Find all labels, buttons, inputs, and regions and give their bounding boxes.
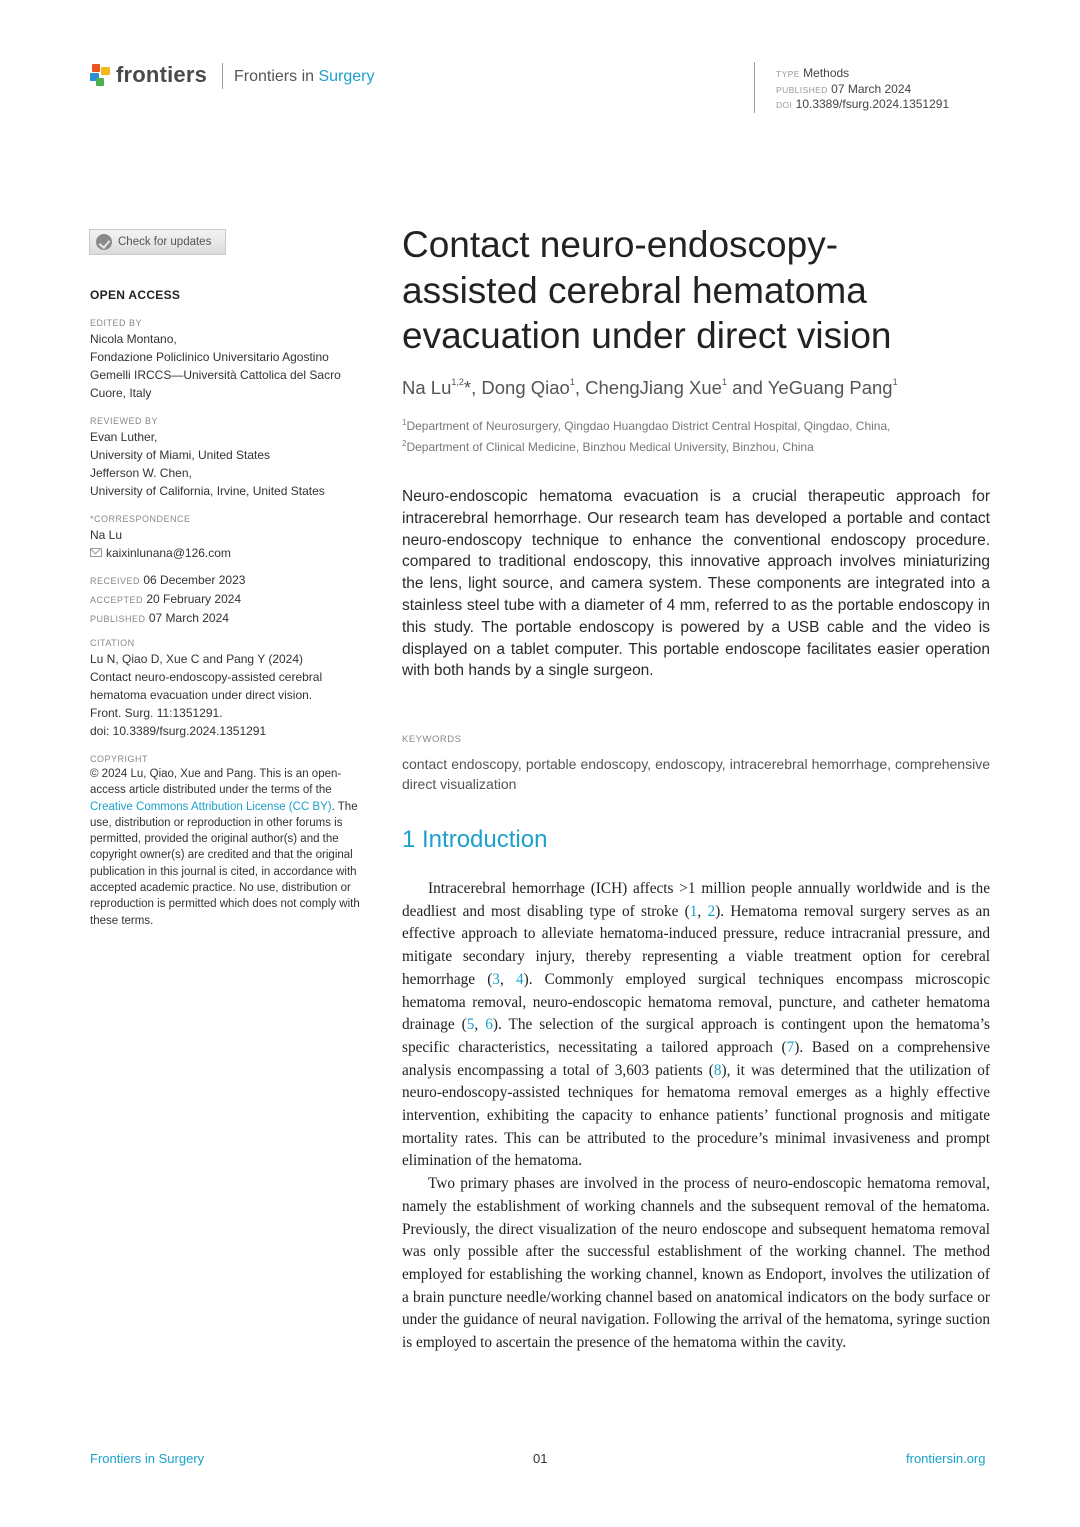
- affiliation-list: [402, 414, 890, 456]
- correspondence-name: Na Lu: [90, 528, 123, 542]
- affiliation-line: [402, 414, 890, 435]
- body-paragraph: Intracerebral hemorrhage (ICH) affects >1 million people annually worldwide and is the deadliest and most disabling type of stroke (1, 2). Hematoma removal surgery serves as an effective approach to alleviate hematoma-induced pressure, reduce intracranial pressure, and mitigate secondary injury, thereby representing a viable treatment option for cerebral hemorrhage (3, 4). Commonly employed surgical techniques encompass microscopic hematoma removal, neuro-endoscopic hematoma removal, puncture, and catheter hematoma drainage (5, 6). The selection of the surgical approach is contingent upon the hematoma’s specific characteristics, necessitating a tailored approach (7). Based on a comprehensive analysis encompassing a total of 3,603 patients (8), it was determined that the utilization of neuro-endoscopy-assisted techniques for hematoma removal emerges as a highly effective intervention, exhibiting the capacity to enhance patients’ functional prognosis and mitigate mortality rates. This can be attributed to the procedure’s minimal invasiveness and prompt elimination of the hematoma.: [402, 880, 991, 1170]
- affiliation-text: Department of Neurosurgery, Qingdao Huangdao District Central Hospital, Qingdao, China,: [406, 419, 891, 433]
- author-affiliation-sup: 1: [892, 377, 898, 387]
- reviewed-by-block: [90, 414, 360, 500]
- sidebar-published-value: 07 March 2024: [148, 611, 229, 625]
- brand-name: frontiers: [116, 62, 208, 87]
- article-meta: [776, 66, 949, 113]
- reviewer-line: Jefferson W. Chen,: [90, 466, 192, 480]
- affiliation-line: [402, 435, 890, 456]
- editor-line: Gemelli IRCCS—Università Cattolica del Sacro: [90, 368, 341, 382]
- accepted-value: 20 February 2024: [146, 592, 242, 606]
- author-affiliation-sup: 1,2: [451, 377, 464, 387]
- affiliation-text: Department of Clinical Medicine, Binzhou Medical University, Binzhou, China: [406, 440, 814, 454]
- correspondence-email-row[interactable]: [90, 544, 360, 562]
- corresponding-mark: *: [463, 377, 472, 398]
- citation-block: [90, 636, 360, 740]
- citation-ref[interactable]: 3: [492, 970, 500, 988]
- dates-block: [90, 571, 360, 628]
- published-value: 07 March 2024: [831, 81, 912, 96]
- copyright-block: [90, 752, 360, 929]
- citation-ref[interactable]: 7: [786, 1038, 795, 1056]
- citation-line[interactable]: doi: 10.3389/fsurg.2024.1351291: [90, 724, 267, 738]
- doi-label: DOI: [776, 100, 793, 110]
- citation-line: hematoma evacuation under direct vision.: [90, 688, 313, 702]
- title-line: evacuation under direct vision: [402, 315, 892, 356]
- check-updates-label: Check for updates: [118, 236, 212, 248]
- citation-ref[interactable]: 8: [713, 1061, 722, 1079]
- meta-divider: [754, 62, 755, 113]
- citation-label: CITATION: [90, 638, 135, 648]
- journal-name[interactable]: [234, 68, 375, 86]
- body-paragraph: Two primary phases are involved in the process of neuro-endoscopic hematoma removal, namely the establishment of working channels and the subsequent removal of the hematoma. Previously, the direct visualization of the neuro endoscope and subsequent hematoma removal was only possible after the successful establishment of the working channel. The method employed for establishing the working channel, known as Endoport, involves the utilization of a brain puncture needle/working channel based on anatomical indicators on the body surface or under the guidance of neural navigation. Following the arrival of the hematoma, syringe suction is employed to ascertain the presence of the hematoma within the cavity.: [402, 1175, 990, 1352]
- author-name[interactable]: YeGuang Pang: [767, 377, 893, 398]
- title-line: Contact neuro-endoscopy-: [402, 224, 839, 265]
- check-updates-button[interactable]: [89, 229, 226, 255]
- reviewer-line: University of California, Irvine, United States: [90, 484, 325, 498]
- copyright-post: . The use, distribution or reproduction in other forums is permitted, provided the original author(s) and the copyright owner(s) are credited and that the original publication in this journal is cited, in accordance with accepted academic practice. No use, distribution or reproduction is permitted which does not comply with these terms.: [90, 800, 360, 927]
- author-name[interactable]: ChengJiang Xue: [585, 377, 722, 398]
- published-label: PUBLISHED: [776, 84, 828, 95]
- correspondence-email: kaixinlunana@126.com: [106, 546, 231, 560]
- edited-by-block: [90, 316, 360, 402]
- citation-ref[interactable]: 1: [689, 902, 698, 920]
- author-affiliation-sup: 1: [721, 377, 727, 387]
- author-name[interactable]: Na Lu: [402, 377, 452, 398]
- author-affiliation-sup: 1: [569, 377, 575, 387]
- citation-ref[interactable]: 4: [515, 970, 524, 988]
- editor-line: Cuore, Italy: [90, 386, 152, 400]
- keywords: contact endoscopy, portable endoscopy, endoscopy, intracerebral hemorrhage, comprehensive direct visualization: [402, 756, 990, 792]
- affiliation-sup: 2: [402, 439, 407, 448]
- footer-site-link[interactable]: frontiersin.org: [906, 1451, 986, 1466]
- section-heading-introduction: 1 Introduction: [402, 826, 548, 853]
- mail-icon: [90, 548, 102, 557]
- citation-line: Front. Surg. 11:1351291.: [90, 706, 223, 720]
- keywords-label: KEYWORDS: [402, 734, 462, 745]
- frontiers-logo-icon: [90, 63, 112, 87]
- type-label: TYPE: [776, 69, 800, 79]
- correspondence-label: *CORRESPONDENCE: [90, 514, 191, 524]
- copyright-text: [90, 766, 360, 929]
- sidebar-published-label: PUBLISHED: [90, 614, 146, 624]
- author-name[interactable]: Dong Qiao: [481, 377, 570, 398]
- open-access-label: OPEN ACCESS: [90, 288, 181, 302]
- footer-journal[interactable]: Frontiers in Surgery: [90, 1451, 205, 1466]
- type-value: Methods: [803, 66, 850, 80]
- affiliation-sup: 1: [402, 418, 407, 427]
- reviewed-by-label: REVIEWED BY: [90, 416, 159, 426]
- abstract: Neuro-endoscopic hematoma evacuation is a crucial therapeutic approach for intracerebral hemorrhage. Our research team has developed a portable and contact neuro-endoscopy technique to enhance the conventional endoscopy procedure. compared to traditional endoscopy, this innovative approach involves miniaturizing the lens, light source, and camera system. These components are integrated into a stainless steel tube with a diameter of 4 mm, referred to as the portable endoscopy in this study. The portable endoscopy is powered by a USB cable and the video is displayed on a tablet computer. This portable endoscope facilitates easier operation with both hands by a single surgeon.: [402, 488, 990, 680]
- accepted-label: ACCEPTED: [90, 595, 144, 605]
- reviewer-line: Evan Luther,: [90, 430, 158, 444]
- citation-ref[interactable]: 5: [466, 1016, 475, 1034]
- editor-line: Nicola Montano,: [90, 332, 177, 346]
- license-link[interactable]: Creative Commons Attribution License (CC BY): [90, 800, 332, 813]
- author-list: Na Lu$^{1,2}$*, Dong Qiao$^1$, ChengJiang Xue$^1$ and YeGuang Pang$^1$: [402, 377, 898, 398]
- title-line: assisted cerebral hematoma: [402, 269, 867, 311]
- editor-line: Fondazione Policlinico Universitario Agostino: [90, 350, 329, 364]
- correspondence-block: [90, 512, 360, 562]
- header-divider: [222, 63, 223, 89]
- check-updates-icon: [96, 234, 112, 250]
- doi-value[interactable]: 10.3389/fsurg.2024.1351291: [795, 97, 950, 111]
- edited-by-label: EDITED BY: [90, 318, 143, 328]
- citation-ref[interactable]: 2: [707, 902, 716, 920]
- page-number: 01: [533, 1451, 548, 1466]
- journal-accent: Surgery: [318, 68, 375, 85]
- body-text: [402, 878, 990, 1355]
- citation-line: Contact neuro-endoscopy-assisted cerebral: [90, 670, 323, 684]
- copyright-label: COPYRIGHT: [90, 754, 149, 764]
- citation-ref[interactable]: 6: [485, 1016, 493, 1034]
- received-value: 06 December 2023: [143, 573, 246, 587]
- copyright-pre: © 2024 Lu, Qiao, Xue and Pang. This is an open-access article distributed under the terms of the: [90, 768, 342, 797]
- citation-line: Lu N, Qiao D, Xue C and Pang Y (2024): [90, 652, 304, 666]
- received-label: RECEIVED: [90, 576, 141, 586]
- article-title: [402, 222, 1022, 359]
- journal-prefix: Frontiers in: [234, 68, 319, 85]
- reviewer-line: University of Miami, United States: [90, 448, 271, 462]
